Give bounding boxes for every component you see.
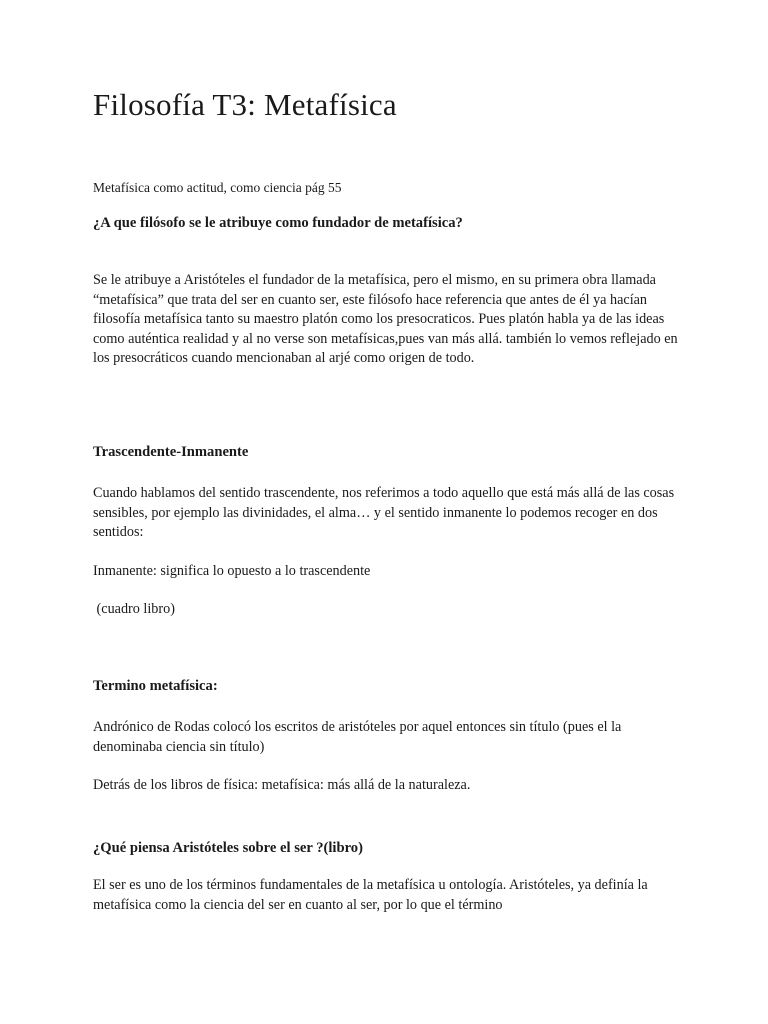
question-heading-ser: ¿Qué piensa Aristóteles sobre el ser ?(libro) <box>93 840 363 856</box>
section-heading-trascendente: Trascendente-Inmanente <box>93 444 249 460</box>
paragraph-inmanente: Inmanente: significa lo opuesto a lo trascendente <box>93 563 371 579</box>
section-heading-termino: Termino metafísica: <box>93 678 218 694</box>
paragraph-andronico: Andrónico de Rodas colocó los escritos de aristóteles por aquel entonces sin título (pues el la denominaba ciencia sin título) <box>93 719 622 755</box>
paragraph-ser: El ser es uno de los términos fundamentales de la metafísica u ontología. Aristóteles, ya definía la metafísica como la ciencia del ser en cuanto al ser, por lo que el término <box>93 877 648 913</box>
note-cuadro-libro: (cuadro libro) <box>93 601 175 617</box>
paragraph-founder: Se le atribuye a Aristóteles el fundador de la metafísica, pero el mismo, en su primera obra llamada “metafísica” que trata del ser en cuanto ser, este filósofo hace referencia que antes de él ya hacían filosofía metafísica tanto su maestro platón como los presocraticos. Pues platón habla ya de las ideas como auténtica realidad y al no verse son metafísicas,pues van más allá. también lo vemos reflejado en los presocráticos cuando mencionaban al arjé como origen de todo. <box>93 272 678 366</box>
document-subtitle: Metafísica como actitud, como ciencia pág 55 <box>93 180 342 195</box>
paragraph-detras-fisica: Detrás de los libros de física: metafísica: más allá de la naturaleza. <box>93 777 471 793</box>
document-title: Filosofía T3: Metafísica <box>93 87 397 122</box>
paragraph-trascendente: Cuando hablamos del sentido trascendente, nos referimos a todo aquello que está más allá de las cosas sensibles, por ejemplo las divinidades, el alma… y el sentido inmanente lo podemos recoger en dos sentidos: <box>93 485 675 540</box>
question-heading-founder: ¿A que filósofo se le atribuye como fundador de metafísica? <box>93 215 463 231</box>
